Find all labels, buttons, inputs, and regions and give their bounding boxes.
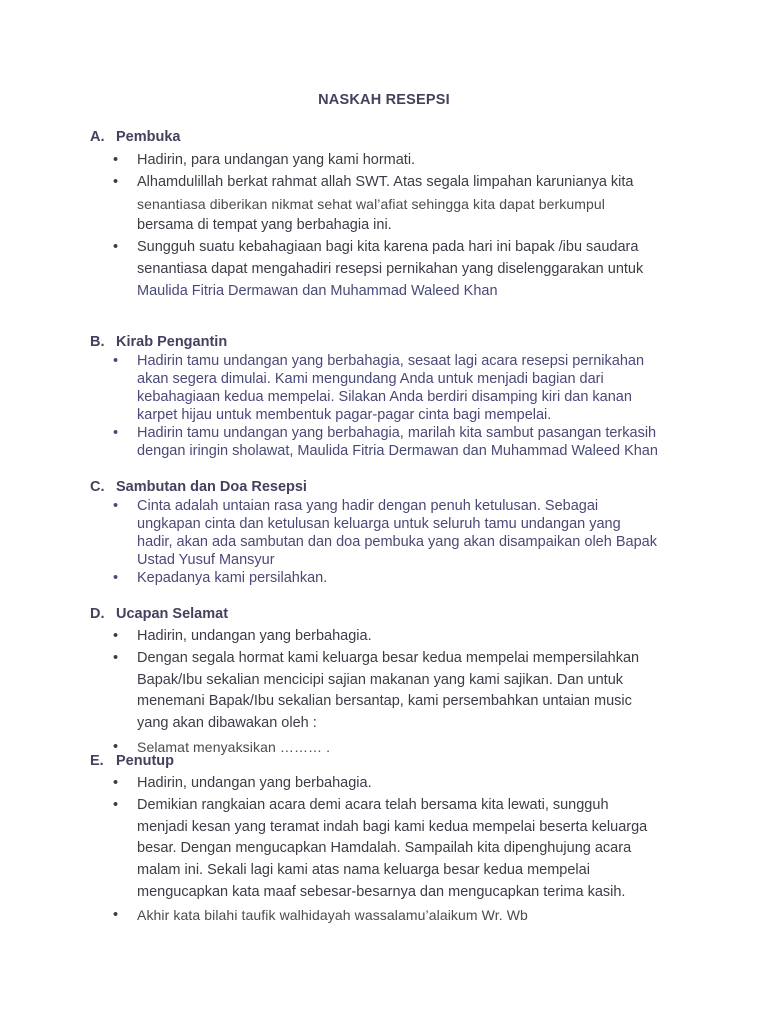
bullet-icon: •: [113, 173, 119, 190]
section-pembuka: [90, 129, 690, 303]
list-item: • Alhamdulillah berkat rahmat allah SWT. Atas segala limpahan karunianya kita senantiasa diberikan nikmat sehat wal’afiat sehingga kita dapat berkumpul bersama di tempat yang berbahagia ini.: [113, 173, 634, 234]
section-sambutan-doa: [90, 479, 690, 587]
bullet-icon: •: [113, 498, 119, 514]
list-item: • Dengan segala hormat kami keluarga besar kedua mempelai mempersilahkan Bapak/Ibu sekalian mencicipi sajian makanan yang kami sajikan. Dan untuk menemani Bapak/Ibu sekalian bersantap, kami persembahkan untaian music yang akan dibawakan oleh :: [113, 649, 640, 732]
bullet-icon: •: [113, 649, 119, 666]
bullet-icon: •: [113, 353, 119, 369]
bullet-icon: •: [113, 775, 119, 791]
section-heading: D. Ucapan Selamat: [90, 606, 229, 622]
section-ucapan-selamat: [90, 606, 690, 756]
list-item: • Hadirin tamu undangan yang berbahagia, marilah kita sambut pasangan terkasih dengan iringin sholawat, Maulida Fitria Dermawan dan Muhammad Waleed Khan: [113, 425, 658, 459]
list-item: • Hadirin, para undangan yang kami hormati.: [90, 150, 690, 172]
list-item: • Sungguh suatu kebahagiaan bagi kita karena pada hari ini bapak /ibu saudara senantiasa dapat mengahadiri resepsi pernikahan yang diselenggarakan untuk Maulida Fitria Dermawan dan Muhammad Waleed Khan: [113, 239, 644, 299]
bullet-icon: •: [113, 152, 119, 168]
list-item: • Demikian rangkaian acara demi acara telah bersama kita lewati, sungguh menjadi kesan yang teramat indah bagi kami kedua mempelai beserta keluarga besar. Dengan mengucapkan Hamdalah. Sampailah kita dipenghujung acara malam ini. Sekali lagi kami atas nama keluarga besar kedua mempelai mengucapkan kata maaf sebesar-besarnya dan mengucapkan terima kasih.: [113, 796, 648, 900]
document-title: NASKAH RESEPSI: [318, 92, 450, 108]
section-kirab-pengantin: [90, 334, 690, 460]
bullet-icon: •: [113, 738, 119, 755]
list-item: • Hadirin, undangan yang berbahagia.: [90, 626, 690, 648]
bullet-icon: •: [113, 425, 119, 441]
list-item: • Kepadanya kami persilahkan.: [113, 570, 328, 586]
section-heading: B. Kirab Pengantin: [90, 334, 228, 350]
list-item: • Selamat menyaksikan ……… .: [113, 738, 331, 755]
section-penutup: [90, 753, 690, 927]
list-item: • Cinta adalah untaian rasa yang hadir dengan penuh ketulusan. Sebagai ungkapan cinta dan ketulusan keluarga untuk seluruh tamu undangan yang hadir, akan ada sambutan dan doa pembuka yang akan disampaikan oleh Bapak Ustad Yusuf Mansyur: [113, 498, 657, 568]
list-item: • Akhir kata bilahi taufik walhidayah wassalamu’alaikum Wr. Wb: [90, 905, 690, 927]
bullet-icon: •: [113, 906, 119, 923]
section-heading: C. Sambutan dan Doa Resepsi: [90, 479, 307, 495]
list-item: • Hadirin tamu undangan yang berbahagia, sesaat lagi acara resepsi pernikahan akan segera dimulai. Kami mengundang Anda untuk menjadi bagian dari kebahagiaan kedua mempelai. Silakan Anda berdiri disamping kiri dan kanan karpet hijau untuk membentuk pagar-pagar cinta bagi mempelai.: [113, 353, 645, 423]
bullet-icon: •: [113, 796, 119, 813]
list-item: • Hadirin, undangan yang berbahagia.: [90, 773, 690, 795]
section-heading: A. Pembuka: [90, 129, 181, 145]
section-heading: E. Penutup: [90, 753, 174, 769]
bullet-icon: •: [113, 628, 119, 644]
bullet-icon: •: [113, 570, 119, 586]
bullet-icon: •: [113, 239, 119, 256]
